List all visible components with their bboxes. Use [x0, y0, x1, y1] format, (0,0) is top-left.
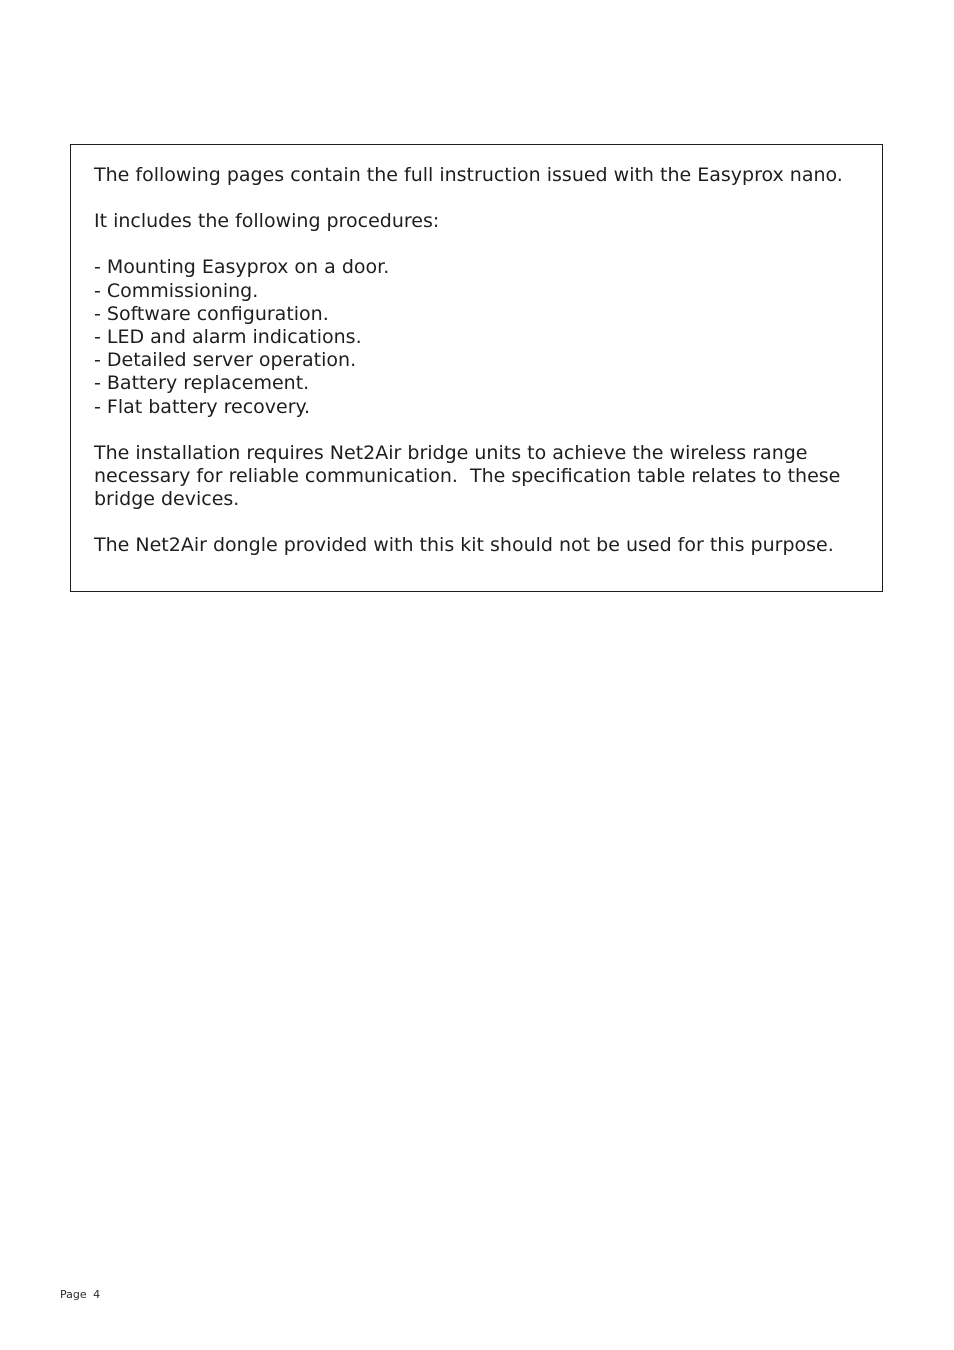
installation-line: necessary for reliable communication. The specification table relates to these: [94, 465, 841, 488]
notice-content: [94, 164, 870, 581]
list-item: - Software configuration.: [94, 302, 329, 325]
list-item: - Flat battery recovery.: [94, 395, 311, 418]
dongle-note: The Net2Air dongle provided with this kit should not be used for this purpose.: [94, 534, 834, 557]
notice-box: [70, 144, 883, 592]
procedures-list: [94, 256, 870, 418]
page-number: Page 4: [60, 1288, 101, 1301]
installation-line: bridge devices.: [94, 488, 240, 511]
intro-paragraph: The following pages contain the full instruction issued with the Easyprox nano.: [94, 164, 843, 186]
list-item: - LED and alarm indications.: [94, 326, 362, 349]
list-item: - Mounting Easyprox on a door.: [94, 256, 390, 279]
list-item: - Battery replacement.: [94, 372, 310, 395]
list-item: - Commissioning.: [94, 279, 259, 302]
procedures-lead: It includes the following procedures:: [94, 210, 440, 233]
list-item: - Detailed server operation.: [94, 349, 357, 372]
installation-line: The installation requires Net2Air bridge units to achieve the wireless range: [94, 441, 808, 464]
installation-paragraph: [94, 442, 870, 512]
